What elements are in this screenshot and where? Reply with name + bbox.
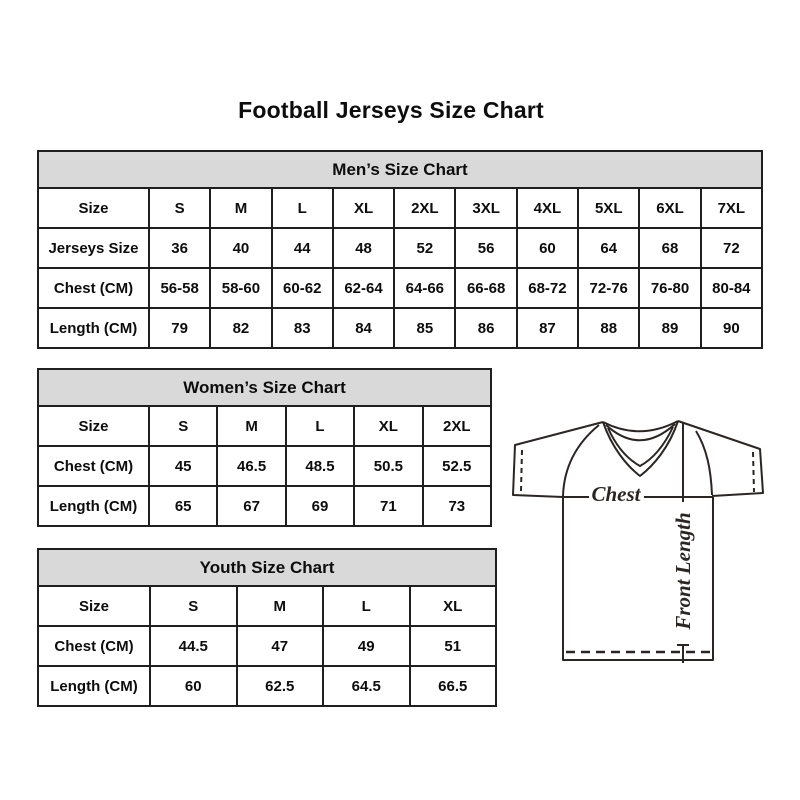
table-cell: 49 xyxy=(323,626,410,666)
row-label: Chest (CM) xyxy=(38,446,149,486)
table-cell: 3XL xyxy=(455,188,516,228)
table-cell: 51 xyxy=(410,626,497,666)
table-cell: 79 xyxy=(149,308,210,348)
vneck-collar xyxy=(603,421,678,476)
table-cell: S xyxy=(150,586,237,626)
table-cell: S xyxy=(149,406,217,446)
youth-size-table xyxy=(37,548,497,707)
table-cell: 40 xyxy=(210,228,271,268)
table-cell: 50.5 xyxy=(354,446,422,486)
table-cell: 45 xyxy=(149,446,217,486)
table-cell: 89 xyxy=(639,308,700,348)
table-cell: L xyxy=(286,406,354,446)
table-cell: M xyxy=(217,406,285,446)
table-cell: XL xyxy=(333,188,394,228)
table-cell: 60-62 xyxy=(272,268,333,308)
table-cell: 52 xyxy=(394,228,455,268)
table-cell: 46.5 xyxy=(217,446,285,486)
table-cell: L xyxy=(323,586,410,626)
table-cell: 72-76 xyxy=(578,268,639,308)
table-cell: 83 xyxy=(272,308,333,348)
table-cell: 7XL xyxy=(701,188,762,228)
table-cell: 76-80 xyxy=(639,268,700,308)
row-label: Length (CM) xyxy=(38,308,149,348)
page-title: Football Jerseys Size Chart xyxy=(238,97,544,123)
row-label: Chest (CM) xyxy=(38,626,150,666)
table-cell: 85 xyxy=(394,308,455,348)
mens-size-table xyxy=(37,150,763,349)
table-cell: 56-58 xyxy=(149,268,210,308)
row-label: Jerseys Size xyxy=(38,228,149,268)
womens-table-title: Women’s Size Chart xyxy=(38,369,491,406)
table-cell: 5XL xyxy=(578,188,639,228)
table-cell: S xyxy=(149,188,210,228)
table-cell: 36 xyxy=(149,228,210,268)
row-label: Chest (CM) xyxy=(38,268,149,308)
table-cell: M xyxy=(237,586,324,626)
table-cell: 48.5 xyxy=(286,446,354,486)
table-cell: M xyxy=(210,188,271,228)
table-cell: 60 xyxy=(517,228,578,268)
youth-table-title: Youth Size Chart xyxy=(38,549,496,586)
table-cell: 82 xyxy=(210,308,271,348)
table-cell: 62.5 xyxy=(237,666,324,706)
row-label: Length (CM) xyxy=(38,666,150,706)
jersey-measurement-diagram xyxy=(498,408,770,700)
table-cell: 2XL xyxy=(394,188,455,228)
row-label: Size xyxy=(38,586,150,626)
chest-measure-label: Chest xyxy=(591,482,641,506)
womens-size-table xyxy=(37,368,492,527)
jersey-outline xyxy=(513,421,763,660)
table-cell: 68 xyxy=(639,228,700,268)
table-cell: 64-66 xyxy=(394,268,455,308)
table-cell: XL xyxy=(354,406,422,446)
table-cell: 6XL xyxy=(639,188,700,228)
table-cell: 88 xyxy=(578,308,639,348)
table-cell: 67 xyxy=(217,486,285,526)
table-cell: 86 xyxy=(455,308,516,348)
table-cell: 65 xyxy=(149,486,217,526)
row-label: Size xyxy=(38,406,149,446)
table-cell: 66.5 xyxy=(410,666,497,706)
table-cell: 47 xyxy=(237,626,324,666)
table-cell: 52.5 xyxy=(423,446,491,486)
table-cell: 71 xyxy=(354,486,422,526)
table-cell: 4XL xyxy=(517,188,578,228)
table-cell: 64 xyxy=(578,228,639,268)
table-cell: 73 xyxy=(423,486,491,526)
table-cell: XL xyxy=(410,586,497,626)
table-cell: 68-72 xyxy=(517,268,578,308)
table-cell: 48 xyxy=(333,228,394,268)
table-cell: 84 xyxy=(333,308,394,348)
table-cell: 72 xyxy=(701,228,762,268)
table-cell: 56 xyxy=(455,228,516,268)
table-cell: 66-68 xyxy=(455,268,516,308)
table-cell: 60 xyxy=(150,666,237,706)
table-cell: 64.5 xyxy=(323,666,410,706)
table-cell: 87 xyxy=(517,308,578,348)
table-cell: 62-64 xyxy=(333,268,394,308)
table-cell: L xyxy=(272,188,333,228)
table-cell: 80-84 xyxy=(701,268,762,308)
row-label: Size xyxy=(38,188,149,228)
table-cell: 2XL xyxy=(423,406,491,446)
mens-table-title: Men’s Size Chart xyxy=(38,151,762,188)
row-label: Length (CM) xyxy=(38,486,149,526)
table-cell: 44 xyxy=(272,228,333,268)
table-cell: 44.5 xyxy=(150,626,237,666)
front-length-measure-label: Front Length xyxy=(671,512,695,630)
table-cell: 90 xyxy=(701,308,762,348)
table-cell: 58-60 xyxy=(210,268,271,308)
table-cell: 69 xyxy=(286,486,354,526)
